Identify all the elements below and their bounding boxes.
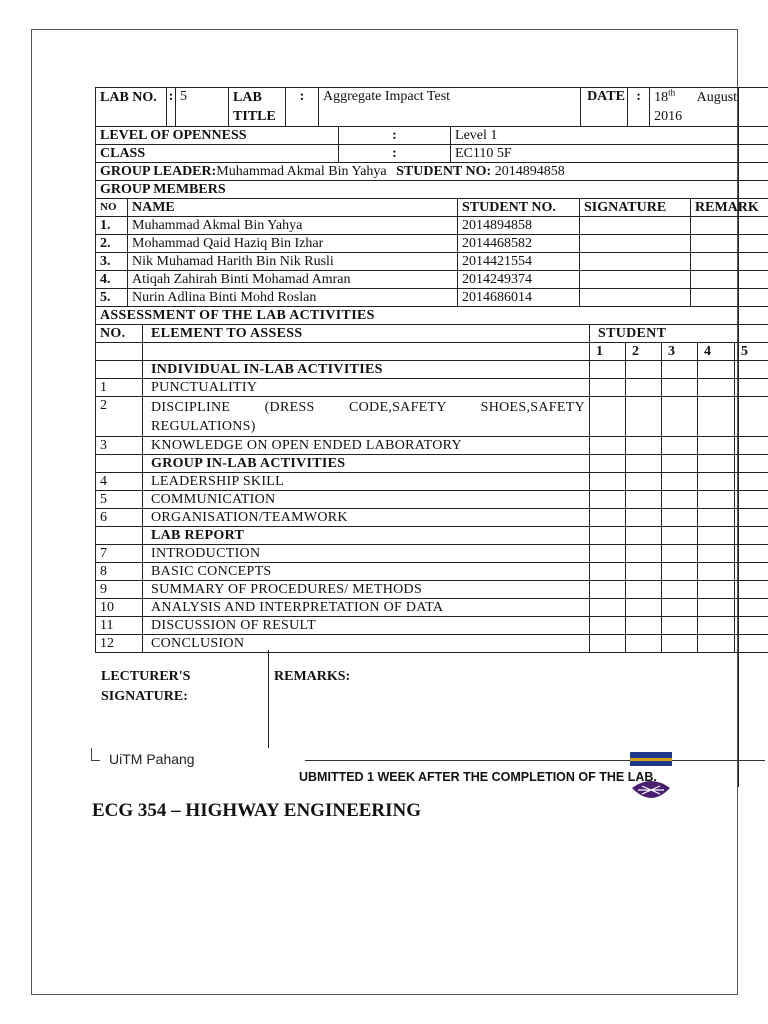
item-text: PUNCTUALITIY (151, 380, 258, 395)
table-row (96, 397, 768, 437)
table-row (96, 271, 768, 289)
score-cell[interactable] (735, 509, 768, 527)
section-group: GROUP IN-LAB ACTIVITIES (151, 456, 346, 471)
table-row (96, 253, 768, 271)
item-no: 6 (100, 510, 107, 525)
score-cell[interactable] (698, 379, 735, 397)
member-signature-cell[interactable] (580, 235, 691, 253)
member-name: Nik Muhamad Harith Bin Nik Rusli (132, 254, 334, 269)
lecturer-signature-label (101, 667, 190, 707)
item-no: 12 (100, 636, 114, 651)
item-no: 8 (100, 564, 107, 579)
members-header-no: NO (100, 201, 117, 213)
lecturer-section (95, 650, 768, 748)
colon: : (392, 146, 397, 161)
score-cell[interactable] (590, 617, 626, 635)
item-no: 4 (100, 474, 107, 489)
member-no: 1. (100, 218, 111, 233)
item-no: 3 (100, 438, 107, 453)
item-text: DISCUSSION OF RESULT (151, 618, 316, 633)
lab-assessment-form (95, 87, 768, 653)
item-text: INTRODUCTION (151, 546, 261, 561)
group-leader-label: GROUP LEADER: (100, 164, 217, 179)
assessment-title: ASSESSMENT OF THE LAB ACTIVITIES (100, 308, 375, 323)
course-title: ECG 354 – HIGHWAY ENGINEERING (92, 800, 422, 821)
score-cell[interactable] (590, 581, 626, 599)
colon: : (392, 128, 397, 143)
assessment-table (95, 306, 768, 653)
score-cell[interactable] (590, 509, 626, 527)
score-cell[interactable] (590, 473, 626, 491)
table-row (96, 217, 768, 235)
table-row (96, 379, 768, 397)
score-cell[interactable] (590, 545, 626, 563)
score-cell[interactable] (662, 473, 698, 491)
score-cell[interactable] (698, 437, 735, 455)
member-student-no: 2014686014 (462, 290, 532, 305)
members-header-signature: SIGNATURE (584, 200, 667, 215)
member-name: Atiqah Zahirah Binti Mohamad Amran (132, 272, 351, 287)
lab-no-value: 5 (180, 89, 188, 104)
footer-corner-mark (91, 748, 100, 761)
score-cell[interactable] (698, 581, 735, 599)
score-cell[interactable] (626, 599, 662, 617)
members-header-name: NAME (132, 200, 175, 215)
member-remark-cell[interactable] (691, 289, 768, 307)
score-cell[interactable] (662, 545, 698, 563)
item-no: 1 (100, 380, 107, 395)
openness-value: Level 1 (455, 128, 498, 143)
member-name: Nurin Adlina Binti Mohd Roslan (132, 290, 317, 305)
table-row (96, 473, 768, 491)
submission-note: UBMITTED 1 WEEK AFTER THE COMPLETION OF THE LAB. (299, 770, 657, 784)
score-cell[interactable] (698, 617, 735, 635)
member-no: 4. (100, 272, 111, 287)
score-cell[interactable] (735, 545, 768, 563)
score-cell[interactable] (662, 563, 698, 581)
colon: : (299, 89, 305, 104)
member-student-no: 2014421554 (462, 254, 532, 269)
item-no: 2 (100, 398, 107, 413)
score-cell[interactable] (662, 599, 698, 617)
score-cell[interactable] (626, 437, 662, 455)
item-text: DISCIPLINE (DRESS CODE,SAFETY SHOES,SAFETY REGULATIONS) (151, 400, 585, 434)
score-cell[interactable] (626, 563, 662, 581)
score-cell[interactable] (735, 397, 768, 437)
student-col-5: 5 (741, 344, 748, 359)
item-text: LEADERSHIP SKILL (151, 474, 285, 489)
element-to-assess-header: ELEMENT TO ASSESS (151, 326, 303, 341)
score-cell[interactable] (698, 599, 735, 617)
student-no-value: 2014894858 (494, 164, 565, 179)
remarks-label: REMARKS: (274, 669, 351, 684)
institution-name: UiTM Pahang (109, 751, 195, 767)
date-month: August (696, 90, 738, 105)
score-cell[interactable] (735, 379, 768, 397)
lecturer-label-line-1: LECTURER'S (101, 669, 191, 684)
member-remark-cell[interactable] (691, 253, 768, 271)
table-row (96, 289, 768, 307)
score-cell[interactable] (735, 617, 768, 635)
members-header-remark: REMARK (695, 200, 759, 215)
score-cell[interactable] (626, 491, 662, 509)
colon: : (168, 89, 174, 104)
score-cell[interactable] (590, 563, 626, 581)
footer-divider (305, 760, 765, 761)
item-text: SUMMARY OF PROCEDURES/ METHODS (151, 582, 423, 597)
table-row (96, 235, 768, 253)
score-cell[interactable] (735, 473, 768, 491)
score-cell[interactable] (626, 545, 662, 563)
lab-title-value: Aggregate Impact Test (323, 89, 451, 104)
score-cell[interactable] (662, 379, 698, 397)
member-name: Muhammad Akmal Bin Yahya (132, 218, 303, 233)
members-table (95, 198, 768, 307)
score-cell[interactable] (698, 397, 735, 437)
score-cell[interactable] (662, 581, 698, 599)
date-year: 2016 (654, 109, 683, 124)
item-no: 11 (100, 618, 114, 633)
score-cell[interactable] (590, 379, 626, 397)
student-col-3: 3 (668, 344, 675, 359)
section-individual: INDIVIDUAL IN-LAB ACTIVITIES (151, 362, 383, 377)
member-signature-cell[interactable] (580, 253, 691, 271)
score-cell[interactable] (626, 581, 662, 599)
score-cell[interactable] (662, 437, 698, 455)
score-cell[interactable] (662, 617, 698, 635)
score-cell[interactable] (626, 379, 662, 397)
table-row (96, 599, 768, 617)
group-members-label: GROUP MEMBERS (100, 182, 226, 197)
student-no-label: STUDENT NO: (396, 164, 492, 179)
table-row (96, 545, 768, 563)
score-cell[interactable] (735, 491, 768, 509)
table-right-edge (738, 87, 739, 787)
item-text: KNOWLEDGE ON OPEN ENDED LABORATORY (151, 438, 462, 453)
student-col-4: 4 (704, 344, 711, 359)
member-remark-cell[interactable] (691, 235, 768, 253)
item-no: 9 (100, 582, 107, 597)
score-cell[interactable] (698, 509, 735, 527)
member-student-no: 2014249374 (462, 272, 532, 287)
score-cell[interactable] (626, 617, 662, 635)
member-no: 2. (100, 236, 111, 251)
colon: : (636, 89, 641, 104)
student-header: STUDENT (598, 326, 667, 341)
student-col-1: 1 (596, 344, 603, 359)
item-no: 10 (100, 600, 114, 615)
score-cell[interactable] (735, 599, 768, 617)
class-label: CLASS (100, 146, 146, 161)
table-row (96, 581, 768, 599)
score-cell[interactable] (698, 545, 735, 563)
member-no: 3. (100, 254, 111, 269)
member-signature-cell[interactable] (580, 271, 691, 289)
score-cell[interactable] (590, 491, 626, 509)
item-text: ORGANISATION/TEAMWORK (151, 510, 348, 525)
members-header-student-no: STUDENT NO. (462, 200, 556, 215)
item-no: 5 (100, 492, 107, 507)
score-cell[interactable] (662, 509, 698, 527)
score-cell[interactable] (735, 581, 768, 599)
score-cell[interactable] (662, 491, 698, 509)
score-cell[interactable] (626, 473, 662, 491)
member-signature-cell[interactable] (580, 217, 691, 235)
score-cell[interactable] (590, 397, 626, 437)
class-value: EC110 5F (455, 146, 512, 161)
table-row (96, 617, 768, 635)
student-col-2: 2 (632, 344, 639, 359)
score-cell[interactable] (698, 473, 735, 491)
item-text: CONCLUSION (151, 636, 245, 651)
member-name: Mohammad Qaid Haziq Bin Izhar (132, 236, 324, 251)
group-leader-value: Muhammad Akmal Bin Yahya (216, 164, 387, 179)
member-remark-cell[interactable] (691, 217, 768, 235)
score-cell[interactable] (590, 599, 626, 617)
score-cell[interactable] (626, 509, 662, 527)
member-student-no: 2014468582 (462, 236, 532, 251)
score-cell[interactable] (626, 397, 662, 437)
item-text: BASIC CONCEPTS (151, 564, 272, 579)
assessment-no-header: NO. (100, 326, 126, 341)
score-cell[interactable] (662, 397, 698, 437)
table-row (96, 563, 768, 581)
score-cell[interactable] (698, 563, 735, 581)
score-cell[interactable] (590, 437, 626, 455)
section-report: LAB REPORT (151, 528, 245, 543)
lab-no-label: LAB NO. (100, 90, 157, 105)
member-remark-cell[interactable] (691, 271, 768, 289)
score-cell[interactable] (735, 437, 768, 455)
member-no: 5. (100, 290, 111, 305)
table-row (96, 437, 768, 455)
date-label: DATE (587, 89, 625, 104)
member-student-no: 2014894858 (462, 218, 532, 233)
lecturer-label-line-2: SIGNATURE: (101, 689, 188, 704)
date-suffix: th (668, 87, 676, 98)
score-cell[interactable] (698, 491, 735, 509)
score-cell[interactable] (735, 563, 768, 581)
member-signature-cell[interactable] (580, 289, 691, 307)
date-day: 18 (654, 90, 669, 105)
openness-label: LEVEL OF OPENNESS (100, 128, 247, 143)
lab-title-label: LAB TITLE (233, 90, 276, 124)
table-row (96, 509, 768, 527)
item-no: 7 (100, 546, 107, 561)
table-row (96, 491, 768, 509)
item-text: ANALYSIS AND INTERPRETATION OF DATA (151, 600, 444, 615)
header-table (95, 87, 768, 199)
item-text: COMMUNICATION (151, 492, 276, 507)
